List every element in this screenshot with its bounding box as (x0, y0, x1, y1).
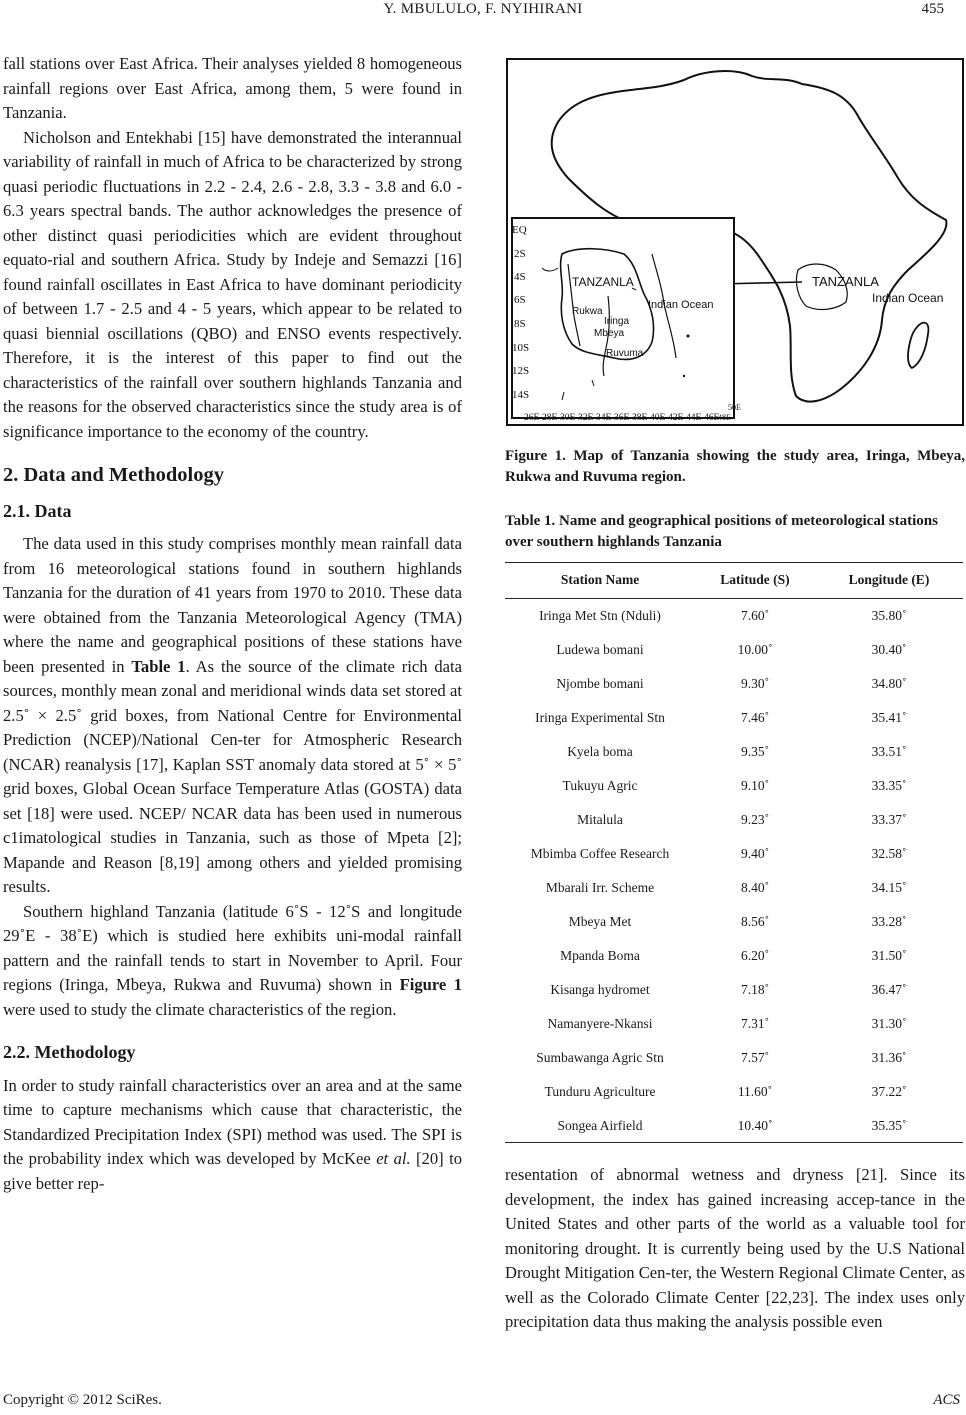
lon-label: 48E (718, 413, 731, 422)
paragraph-4 (3, 900, 462, 1023)
latitude-cell: 9.30˚ (740, 676, 770, 691)
lon-label: 42E (668, 413, 684, 423)
longitude-cell: 34.80˚ (871, 676, 907, 691)
right-column (505, 1163, 965, 1335)
longitude-cell: 31.50˚ (871, 948, 907, 963)
lon-label: 30E (560, 413, 576, 423)
latitude-cell: 10.00˚ (737, 642, 773, 657)
paragraph-3-text-b: . As the source of the climate rich data sources, monthly mean zonal and meridional winds data set stored at 2.5˚ × 2.5˚ grid boxes, from National Centre for Environmental Prediction (NCEP)/National Cen-ter for Atmospheric Research (NCAR) reanalysis [17], Kaplan SST anomaly data stored at 5˚ × 5˚ grid boxes, Global Ocean Surface Temperature Atlas (GOSTA) data set [18] were used. NCEP/ NCAR data has been used in numerous c1imatological studies in Tanzania, such as those of Mpeta [2]; Mapande and Reason [8,19] among others and yielded promising results. (3, 656, 462, 896)
station-name-cell: Mbeya Met (568, 914, 632, 929)
table-row (505, 939, 963, 973)
lon-label: 36E (614, 413, 630, 423)
lon-label: 46E (704, 413, 720, 423)
table-row (505, 871, 963, 905)
running-title: Y. MBULULO, F. NYIHIRANI (383, 1, 583, 17)
station-name-cell: Mitalula (577, 812, 623, 827)
journal-abbrev: ACS (933, 1392, 960, 1408)
station-name-cell: Iringa Experimental Stn (535, 710, 665, 725)
latitude-cell: 8.40˚ (740, 880, 770, 895)
section-heading-data-methodology: 2. Data and Methodology (3, 464, 224, 486)
paragraph-5-et-al: et al. (376, 1149, 411, 1168)
region-label-mbeya: Mbeya (594, 328, 625, 339)
station-name-cell: Njombe bomani (556, 676, 644, 691)
lon-label: 40E (650, 413, 666, 423)
station-name-cell: Kyela boma (567, 744, 633, 759)
table-row (505, 1041, 963, 1075)
page-footer (0, 1392, 966, 1415)
lon-label: 26E (524, 413, 540, 423)
table-row (505, 599, 963, 633)
station-name-cell: Tunduru Agriculture (544, 1084, 656, 1099)
map-svg (506, 58, 964, 426)
paragraph-3 (3, 532, 462, 900)
table-row (505, 735, 963, 769)
figure-1-map (506, 58, 964, 426)
latitude-cell: 9.10˚ (740, 778, 770, 793)
table-row (505, 1075, 963, 1109)
longitude-cell: 30.40˚ (871, 642, 907, 657)
page-header (0, 0, 966, 26)
longitude-cell: 34.15˚ (871, 880, 907, 895)
column-header-station: Station Name (560, 572, 640, 587)
lon-label: 50E (728, 403, 741, 412)
latitude-cell: 7.18˚ (740, 982, 770, 997)
inset-ocean-label: Indian Ocean (648, 299, 714, 311)
longitude-cell: 33.35˚ (871, 778, 907, 793)
latitude-cell: 11.60˚ (737, 1084, 773, 1099)
paragraph-2: Nicholson and Entekhabi [15] have demonstrated the interannual variability of rainfall in much of Africa to be characterized by strong quasi periodic fluctuations in 2.2 - 2.4, 2.6 - 2.8, 3.3 - 3.8 and 6.0 - 6.3 years spectral bands. The author acknowledges the presence of other distinct quasi periodicities which are evident throughout equato-rial and southern Africa. Study by Indeje and Semazzi [16] found rainfall oscillates in East Africa to have dominant periodicity of between 1.7 - 2.5 and 4 - 5 years, which appear to be related to quasi biennial oscillations (QBO) and ENSO events respectively. Therefore, it is the interest of this paper to find out the characteristics of the rainfall over southern highlands Tanzania and the reasons for the observed characteristics since the study area is of significance importance to the economy of the country. (3, 127, 462, 441)
column-header-latitude: Latitude (S) (720, 572, 790, 587)
table-row (505, 803, 963, 837)
paragraph-5-text-a: In order to study rainfall characteristics over an area and at the same time to capture mechanisms which cause that characteristic, the Standardized Precipitation Index (SPI) method was used. The SPI is the probability index which was developed by McKee (3, 1075, 462, 1168)
longitude-cell: 36.47˚ (871, 982, 907, 997)
table-row (505, 1007, 963, 1041)
lon-label: 44E (686, 413, 702, 423)
subsection-heading-data: 2.1. Data (3, 500, 72, 521)
latitude-cell: 7.60˚ (740, 608, 770, 623)
station-name-cell: Mpanda Boma (560, 948, 640, 963)
lat-label: 2S (514, 248, 526, 260)
longitude-cell: 35.80˚ (871, 608, 907, 623)
lon-label: 38E (632, 413, 648, 423)
latitude-cell: 9.35˚ (740, 744, 770, 759)
region-label-rukwa: Rukwa (572, 306, 603, 317)
station-name-cell: Ludewa bomani (556, 642, 644, 657)
longitude-cell: 35.35˚ (871, 1118, 907, 1133)
lat-label: 4S (514, 271, 526, 283)
table-1-caption: Table 1. Name and geographical positions of meteorological stations over southern highlands Tanzania (505, 513, 938, 550)
table-rule-bottom (505, 1142, 963, 1143)
table-row (505, 837, 963, 871)
longitude-cell: 33.51˚ (871, 744, 907, 759)
latitude-cell: 9.40˚ (740, 846, 770, 861)
latitude-cell: 8.56˚ (740, 914, 770, 929)
table-1-reference: Table 1 (131, 656, 186, 676)
longitude-cell: 33.28˚ (871, 914, 907, 929)
lat-label: 8S (514, 318, 526, 330)
station-name-cell: Tukuyu Agric (562, 778, 638, 793)
station-name-cell: Namanyere-Nkansi (547, 1016, 653, 1031)
region-label-iringa: Iringa (604, 316, 630, 327)
table-row (505, 973, 963, 1007)
latitude-cell: 9.23˚ (740, 812, 770, 827)
station-name-cell: Songea Airfield (557, 1118, 643, 1133)
latitude-cell: 6.20˚ (740, 948, 770, 963)
longitude-cell: 37.22˚ (871, 1084, 907, 1099)
table-row (505, 769, 963, 803)
africa-country-label: TANZANLA (812, 274, 879, 289)
longitude-cell: 31.36˚ (871, 1050, 907, 1065)
copyright-notice: Copyright © 2012 SciRes. (3, 1392, 162, 1408)
table-row (505, 633, 963, 667)
station-name-cell: Sumbawanga Agric Stn (536, 1050, 664, 1065)
subsection-heading-methodology: 2.2. Methodology (3, 1042, 136, 1062)
longitude-cell: 31.30˚ (871, 1016, 907, 1031)
table-row (505, 905, 963, 939)
paragraph-4-text-b: were used to study the climate characteristics of the region. (3, 999, 397, 1019)
africa-ocean-label: Indian Ocean (872, 291, 944, 305)
island-dot (683, 375, 685, 377)
station-name-cell: Kisanga hydromet (550, 982, 650, 997)
station-name-cell: Mbimba Coffee Research (530, 846, 670, 861)
figure-1-caption: Figure 1. Map of Tanzania showing the study area, Iringa, Mbeya, Rukwa and Ruvuma region. (505, 448, 965, 485)
longitude-cell: 32.58˚ (871, 846, 907, 861)
table-row (505, 701, 963, 735)
column-header-longitude: Longitude (E) (848, 572, 930, 587)
region-label-ruvuma: Ruvuma (606, 348, 644, 359)
lat-label: 10S (512, 342, 530, 354)
paragraph-5 (3, 1074, 462, 1197)
inset-country-label: TANZANLA (572, 275, 634, 289)
table-row (505, 1109, 963, 1143)
table-row (505, 667, 963, 701)
paragraph-3-text-a: The data used in this study comprises monthly mean rainfall data from 16 meteorological stations found in southern highlands Tanzania for the duration of 41 years from 1970 to 2010. These data were obtained from the Tanzania Meteorological Agency (TMA) where the name and geographical positions of these stations have been presented in (3, 534, 462, 676)
lon-label: 34E (596, 413, 612, 423)
lon-label: 28E (542, 413, 558, 423)
station-name-cell: Mbarali Irr. Scheme (545, 880, 655, 895)
latitude-cell: 7.57˚ (740, 1050, 770, 1065)
table-header-row (505, 562, 963, 598)
paragraph-1: fall stations over East Africa. Their analyses yielded 8 homogeneous rainfall regions over East Africa, among them, 5 were found in Tanzania. (3, 54, 462, 122)
latitude-cell: 7.31˚ (740, 1016, 770, 1031)
latitude-cell: 7.46˚ (740, 710, 770, 725)
longitude-cell: 35.41˚ (871, 710, 907, 725)
page-number: 455 (921, 1, 944, 17)
lat-label: EQ (512, 224, 527, 236)
station-name-cell: Iringa Met Stn (Nduli) (539, 608, 661, 623)
latitude-cell: 10.40˚ (737, 1118, 773, 1133)
island-dot (687, 335, 690, 338)
figure-1-reference: Figure 1 (399, 975, 462, 994)
paragraph-right: resentation of abnormal wetness and dryness [21]. Since its development, the index has gained increasing accep-tance in the United States and other parts of the world as a valuable tool for monitoring drought. It is currently being used by the U.S National Drought Mitigation Cen-ter, the Western Regional Climate Center, as well as the Colorado Climate Center [22,23]. The index uses only precipitation data thus making the analysis possible even (505, 1165, 965, 1331)
paragraph-5-text-b: [20] to give better rep- (3, 1149, 462, 1193)
paragraph-4-text-a: Southern highland Tanzania (latitude 6˚S - 12˚S and longitude 29˚E - 38˚E) which is studied here exhibits uni-modal rainfall pattern and the rainfall tends to start in November to April. Four regions (Iringa, Mbeya, Rukwa and Ruvuma) shown in (3, 901, 462, 994)
left-column (3, 52, 462, 1196)
longitude-cell: 33.37˚ (871, 812, 907, 827)
lat-label: 6S (514, 294, 526, 306)
lon-label: 32E (578, 413, 594, 423)
lat-label: 12S (512, 365, 530, 377)
lat-label: 14S (512, 389, 530, 401)
